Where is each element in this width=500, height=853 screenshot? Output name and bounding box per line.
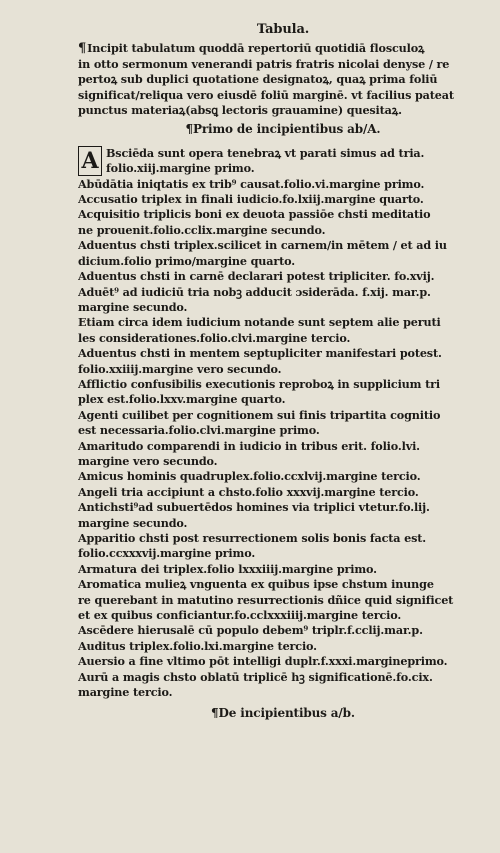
entry-line: Bsciēda sunt opera tenebraꝝ vt parati simus ad tria.	[106, 145, 425, 160]
entry-line: Aurū a magis chsto oblatū triplicē hꝫ significationē.fo.cix.	[78, 669, 433, 684]
entry-line: Acquisitio triplicis boni ex deuota passiōe chsti meditatio	[78, 207, 431, 222]
entry-line: plex est.folio.lxxv.margine quarto.	[78, 392, 286, 407]
intro-line: pertoꝝ sub duplici quotatione designatoꝝ, quaꝝ prima foliū	[78, 72, 438, 87]
entry-line: Angeli tria accipiunt a chsto.folio xxxvij.margine tercio.	[78, 484, 419, 499]
entry-line: ne prouenit.folio.cclix.margine secundo.	[78, 222, 326, 237]
entry-line: Ascēdere hierusalē cū populo debem⁹ triplr.f.cclij.mar.p.	[78, 623, 423, 638]
intro-line: significat/reliqua vero eiusdē foliū marginē. vt facilius pateat	[78, 87, 454, 102]
entry-line: folio.ccxxxvij.margine primo.	[78, 546, 256, 561]
entry-line: est necessaria.folio.clvi.margine primo.	[78, 423, 320, 438]
intro-line: Incipit tabulatum quoddā repertoriū quotidiā flosculoꝝ	[87, 41, 425, 56]
entry-line: folio.xxiiij.margine vero secundo.	[78, 361, 282, 376]
next-section-heading: ¶De incipientibus a/b.	[211, 706, 355, 721]
entry-line: Apparitio chsti post resurrectionem solis bonis facta est.	[78, 531, 427, 545]
entry-line: Aduentus chsti triplex.scilicet in carnem/in mētem / et ad iu	[78, 238, 447, 253]
index-entries	[78, 177, 488, 701]
entry-line: Armatura dei triplex.folio lxxxiiij.margine primo.	[78, 561, 377, 576]
intro-paragraph	[78, 41, 488, 118]
initial-entry	[78, 146, 488, 177]
entry-line: margine secundo.	[78, 299, 188, 314]
entry-line: Aromatica mulieꝝ vnguenta ex quibus ipse chstum inunge	[78, 577, 434, 592]
entry-line: Aduentus chsti in carnē declarari potest tripliciter. fo.xvij.	[78, 269, 435, 284]
entry-line: Auersio a fine vltimo pōt intelligi duplr.f.xxxi.margineprimo.	[78, 654, 448, 669]
intro-line: punctus materiaꝝ(absꝗ lectoris grauamine) quesitaꝝ.	[78, 103, 402, 118]
entry-line: et ex quibus conficiantur.fo.cclxxxiiij.margine tercio.	[78, 608, 402, 623]
entry-line: Amaritudo comparendi in iudicio in tribus erit. folio.lvi.	[78, 438, 420, 453]
entry-line: margine tercio.	[78, 685, 173, 700]
running-head: Tabula.	[256, 22, 310, 37]
pilcrow-icon: ¶	[78, 41, 87, 57]
entry-line: Etiam circa idem iudicium notande sunt septem alie peruti	[78, 315, 441, 330]
entry-line: Abūdātia iniqtatis ex trib⁹ causat.folio.vi.margine primo.	[78, 176, 425, 191]
entry-line: Aduentus chsti in mentem septupliciter manifestari potest.	[78, 346, 442, 361]
entry-line: Aduēt⁹ ad iudiciū tria nobꝫ adducit ɔsiderāda. f.xij. mar.p.	[78, 284, 431, 299]
entry-line: Accusatio triplex in finali iudicio.fo.lxiij.margine quarto.	[78, 192, 424, 207]
entry-line: Auditus triplex.folio.lxi.margine tercio.	[78, 638, 317, 653]
entry-line: Amicus hominis quadruplex.folio.ccxlvij.margine tercio.	[78, 469, 421, 484]
entry-line: margine vero secundo.	[78, 453, 218, 468]
section-heading: ¶Primo de incipientibus ab/A.	[185, 122, 381, 137]
entry-line: re querebant in matutino resurrectionis dñice quid significet	[78, 592, 454, 607]
entry-line: margine secundo.	[78, 515, 188, 530]
entry-line: Agenti cuilibet per cognitionem sui finis tripartita cognitio	[78, 407, 441, 422]
drop-cap-initial: A	[78, 146, 102, 176]
entry-line: dicium.folio primo/margine quarto.	[78, 253, 296, 268]
entry-line: Afflictio confusibilis executionis reproboꝝ in supplicium tri	[78, 376, 440, 391]
entry-line: folio.xiij.margine primo.	[106, 161, 255, 176]
entry-line: les considerationes.folio.clvi.margine tercio.	[78, 330, 351, 345]
entry-line: Antichsti⁹ad subuertēdos homines via triplici vtetur.fo.lij.	[78, 500, 430, 515]
intro-line: in otto sermonum venerandi patris fratris nicolai denyse / re	[78, 56, 450, 71]
page-text-block	[78, 22, 488, 722]
